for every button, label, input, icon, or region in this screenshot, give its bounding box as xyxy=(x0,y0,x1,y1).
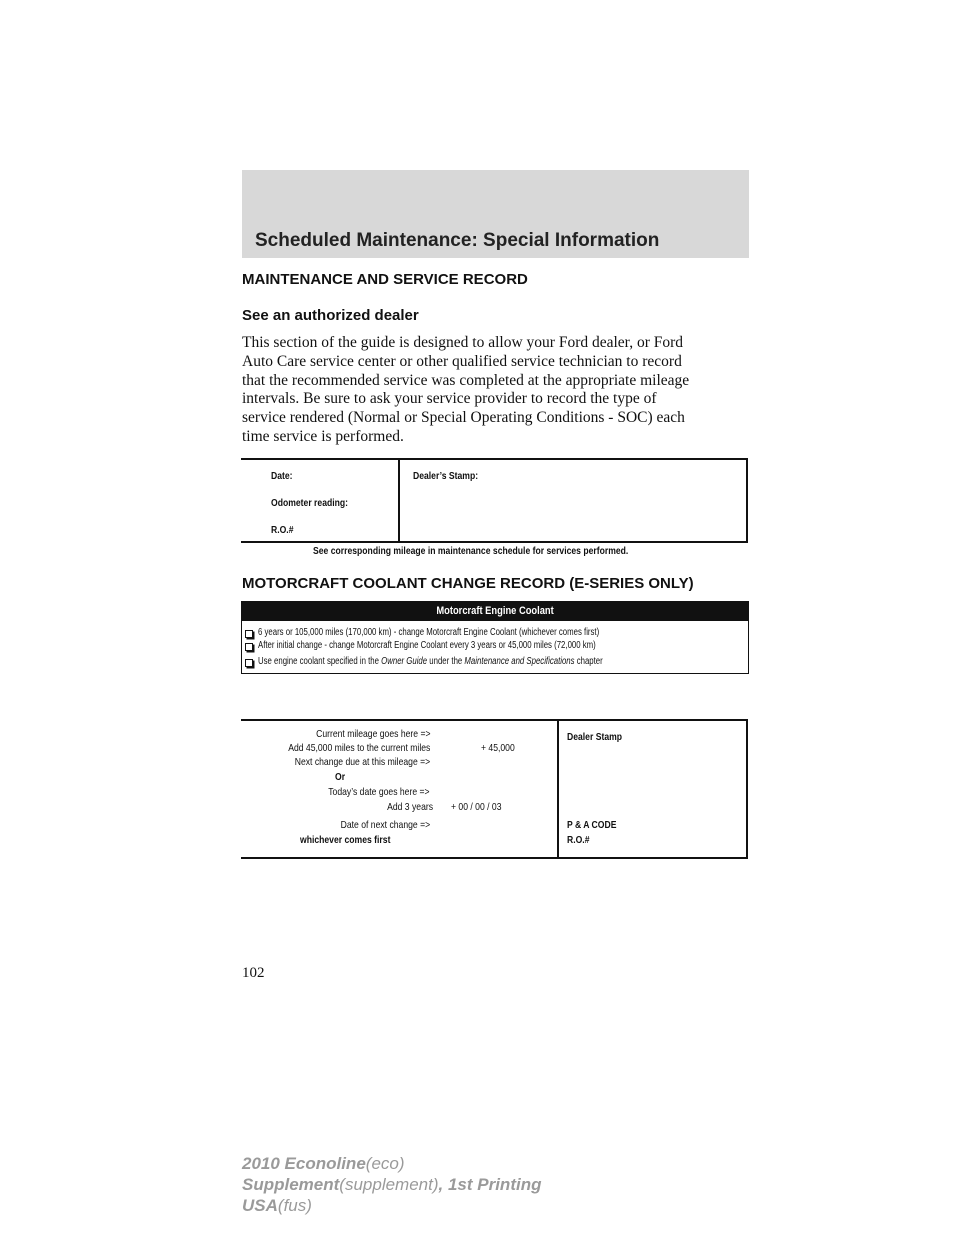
add-miles-value: + 45,000 xyxy=(481,742,515,754)
record-divider xyxy=(398,460,400,541)
ro-label: R.O.# xyxy=(271,524,294,536)
date-next-change-label: Date of next change => xyxy=(340,819,430,831)
next-change-label: Next change due at this mileage => xyxy=(294,756,430,768)
or-label: Or xyxy=(335,771,346,783)
paragraph-line: time service is performed. xyxy=(242,427,404,445)
page-title: Scheduled Maintenance: Special Information xyxy=(255,230,660,251)
paragraph-line: This section of the guide is designed to allow your Ford dealer, or Ford xyxy=(242,334,684,351)
record-note: See corresponding mileage in maintenance schedule for services performed. xyxy=(313,545,629,557)
paragraph-line: service rendered (Normal or Special Operating Conditions - SOC) each xyxy=(242,409,685,427)
section-heading-service-record: MAINTENANCE AND SERVICE RECORD xyxy=(242,271,528,288)
add-years-value: + 00 / 00 / 03 xyxy=(451,801,502,813)
checkbox-icon xyxy=(245,630,253,638)
ro-label: R.O.# xyxy=(567,834,590,846)
coolant-row-text: After initial change - change Motorcraft Engine Coolant every 3 years or 45,000 miles (72,000 km) xyxy=(258,640,596,651)
coolant-table xyxy=(241,601,749,674)
dealer-stamp-label: Dealer Stamp xyxy=(567,731,623,743)
date-label: Date: xyxy=(271,470,293,482)
section-heading-coolant: MOTORCRAFT COOLANT CHANGE RECORD (E-SERIES ONLY) xyxy=(242,575,694,592)
odometer-label: Odometer reading: xyxy=(271,497,349,509)
todays-date-label: Today’s date goes here => xyxy=(328,786,430,798)
service-record-box xyxy=(241,458,748,543)
current-mileage-label: Current mileage goes here => xyxy=(315,728,430,740)
checkbox-icon xyxy=(245,643,253,651)
paragraph-line: that the recommended service was completed at the appropriate mileage xyxy=(242,371,690,389)
add-years-label: Add 3 years xyxy=(387,801,433,813)
subheading-authorized-dealer: See an authorized dealer xyxy=(242,307,419,324)
add-miles-label: Add 45,000 miles to the current miles xyxy=(287,742,430,754)
paragraph-line: intervals. Be sure to ask your service provider to record the type of xyxy=(242,390,657,408)
mileage-divider xyxy=(557,721,559,857)
whichever-first-label: whichever comes first xyxy=(300,834,391,846)
paragraph-line: Auto Care service center or other qualified service technician to record xyxy=(242,352,682,370)
coolant-row-text: Use engine coolant specified in the Owner Guide under the Maintenance and Specifications chapter xyxy=(258,656,603,667)
page-number: 102 xyxy=(242,965,265,981)
coolant-mileage-box xyxy=(241,719,748,859)
coolant-row xyxy=(242,627,748,641)
coolant-table-header: Motorcraft Engine Coolant xyxy=(242,602,748,621)
footer-printing-info: 2010 Econoline(eco) Supplement(supplement), 1st Printing USA(fus) xyxy=(242,1154,542,1215)
intro-paragraph xyxy=(242,334,752,447)
dealer-stamp-label: Dealer’s Stamp: xyxy=(413,470,479,482)
coolant-row-text: 6 years or 105,000 miles (170,000 km) - change Motorcraft Engine Coolant (whichever comes first) xyxy=(258,627,600,638)
coolant-row xyxy=(242,640,748,654)
checkbox-icon xyxy=(245,659,253,667)
coolant-row xyxy=(242,656,748,670)
pa-code-label: P & A CODE xyxy=(567,819,617,831)
